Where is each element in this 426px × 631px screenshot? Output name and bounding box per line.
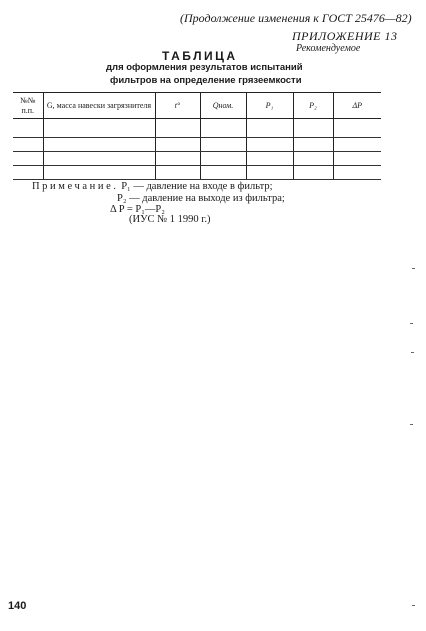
table-cell (246, 124, 293, 138)
table-cell (155, 138, 200, 152)
table-subtitle-line1: для оформления результатов испытаний (106, 62, 303, 73)
table-cell (200, 124, 246, 138)
table-cell (155, 152, 200, 166)
table-cell (333, 152, 381, 166)
results-table (13, 92, 381, 180)
continuation-header: (Продолжение изменения к ГОСТ 25476—82) (180, 11, 412, 25)
table-title: ТАБЛИЦА (162, 49, 238, 63)
table-cell (293, 124, 333, 138)
column-header-number: №№ п.п. (13, 93, 43, 119)
table-cell (333, 138, 381, 152)
note-line-1 (32, 181, 273, 192)
column-header-flow: Qном. (200, 93, 246, 119)
table-cell (13, 166, 43, 180)
scan-speck (412, 268, 415, 269)
table-cell (13, 152, 43, 166)
page-number: 140 (8, 600, 27, 612)
table-cell (246, 138, 293, 152)
table-cell (155, 124, 200, 138)
table-cell (13, 124, 43, 138)
scan-speck (411, 352, 414, 353)
table-row (13, 152, 381, 166)
table-cell (43, 152, 155, 166)
table-cell (43, 124, 155, 138)
table-cell (155, 166, 200, 180)
table-row (13, 138, 381, 152)
table-cell (200, 138, 246, 152)
table-cell (293, 152, 333, 166)
scan-speck (410, 424, 413, 425)
scan-speck (410, 323, 413, 324)
recommended-label: Рекомендуемое (296, 43, 361, 54)
column-header-mass: G, масса навески загрязнителя (43, 93, 155, 119)
note-line-3: Δ P = P₁—P₂ (110, 204, 165, 215)
table-cell (13, 138, 43, 152)
table-cell (333, 124, 381, 138)
table-cell (200, 166, 246, 180)
table-cell (293, 138, 333, 152)
table-cell (246, 152, 293, 166)
note-p1-text: P₁ — давление на входе в фильтр; (121, 181, 273, 192)
table-cell (200, 152, 246, 166)
column-header-delta-p: ΔP (333, 93, 381, 119)
table-subtitle-line2: фильтров на определение грязеемкости (110, 75, 302, 86)
table-header-row (13, 93, 381, 119)
ius-reference: (ИУС № 1 1990 г.) (129, 214, 211, 225)
table-cell (293, 166, 333, 180)
table-cell (333, 166, 381, 180)
column-header-p2: P₂ (293, 93, 333, 119)
table-row (13, 166, 381, 180)
table-row (13, 124, 381, 138)
note-label: Примечание. (32, 181, 119, 192)
table-cell (43, 138, 155, 152)
appendix-label: ПРИЛОЖЕНИЕ 13 (292, 29, 398, 43)
scan-speck (412, 605, 415, 606)
column-header-p1: P₁ (246, 93, 293, 119)
table-cell (43, 166, 155, 180)
column-header-temperature: t° (155, 93, 200, 119)
note-line-2: P₂ — давление на выходе из фильтра; (117, 193, 285, 204)
table-cell (246, 166, 293, 180)
